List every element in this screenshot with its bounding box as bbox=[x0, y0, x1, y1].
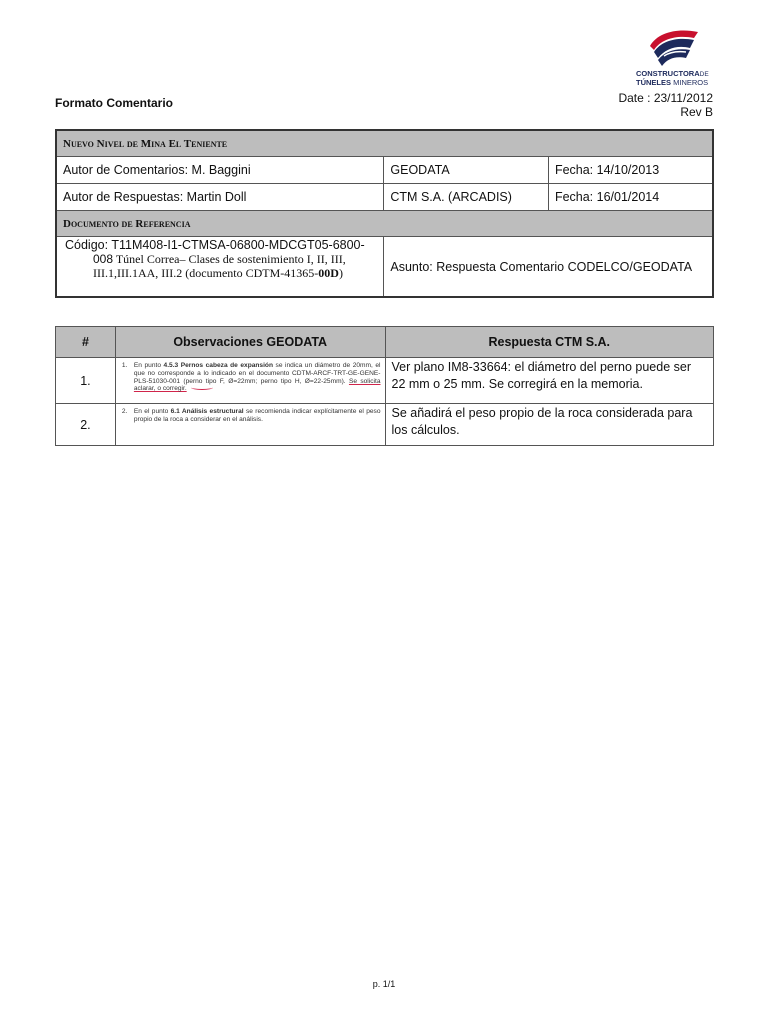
comments-table bbox=[55, 326, 714, 446]
response-date: Fecha: 16/01/2014 bbox=[548, 184, 713, 211]
subject: Asunto: Respuesta Comentario CODELCO/GEODATA bbox=[384, 237, 713, 298]
revision-label: Rev B bbox=[680, 105, 713, 119]
col-header-observations: Observaciones GEODATA bbox=[115, 327, 385, 358]
response-author: Autor de Respuestas: Martin Doll bbox=[56, 184, 384, 211]
project-heading: Nuevo Nivel de Mina El Teniente bbox=[56, 130, 713, 157]
info-row bbox=[56, 184, 713, 211]
comment-author: Autor de Comentarios: M. Baggini bbox=[56, 157, 384, 184]
observation-number: 2. bbox=[121, 408, 128, 415]
logo-swoosh-icon bbox=[644, 26, 704, 68]
date-label: Date : 23/11/2012 bbox=[618, 91, 713, 105]
company-logo bbox=[636, 26, 714, 87]
reference-desc: Túnel Correa– Clases de sostenimiento I, II, III, bbox=[115, 252, 346, 266]
reference-code-tail: 008 bbox=[93, 252, 114, 266]
date-rev-block bbox=[618, 91, 713, 119]
observation-text: En el punto 6.1 Análisis estructural se recomienda indicar explícitamente el peso propio de la roca a considerar en el análisis. bbox=[133, 408, 381, 423]
reference-line-3: III.1,III.1AA, III.2 (documento CDTM-41365-00D) bbox=[93, 266, 343, 280]
table-row bbox=[56, 404, 714, 446]
reference-line-2 bbox=[63, 252, 377, 266]
reference-document bbox=[56, 237, 384, 298]
response-text: Se añadirá el peso propio de la roca considerada para los cálculos. bbox=[385, 404, 714, 446]
observation-cell bbox=[115, 358, 385, 404]
row-number: 1. bbox=[56, 358, 116, 404]
red-pen-mark-icon bbox=[191, 385, 213, 390]
row-number: 2. bbox=[56, 404, 116, 446]
observation-number: 1. bbox=[121, 362, 128, 369]
page-number: p. 1/1 bbox=[372, 979, 396, 989]
reference-heading: Documento de Referencia bbox=[56, 211, 713, 237]
reference-code: Código: T11M408-I1-CTMSA-06800-MDCGT05-6800- bbox=[65, 238, 365, 252]
col-header-number: # bbox=[56, 327, 116, 358]
response-org: CTM S.A. (ARCADIS) bbox=[384, 184, 549, 211]
comment-date: Fecha: 14/10/2013 bbox=[548, 157, 713, 184]
observation-cell bbox=[115, 404, 385, 446]
info-row bbox=[56, 157, 713, 184]
table-row bbox=[56, 358, 714, 404]
info-table bbox=[55, 129, 714, 298]
response-text: Ver plano IM8-33664: el diámetro del perno puede ser 22 mm o 25 mm. Se corregirá en la memoria. bbox=[385, 358, 714, 404]
logo-text: CONSTRUCTORADE TÚNELES MINEROS bbox=[636, 69, 709, 87]
red-underlined-request: Se solicita aclarar, o corregir. bbox=[133, 377, 381, 393]
col-header-response: Respuesta CTM S.A. bbox=[385, 327, 714, 358]
comment-org: GEODATA bbox=[384, 157, 549, 184]
document-title: Formato Comentario bbox=[55, 96, 174, 110]
reference-row bbox=[56, 237, 713, 298]
comments-header-row bbox=[56, 327, 714, 358]
observation-text: En punto 4.5.3 Pernos cabeza de expansión se indica un diámetro de 20mm, el que no corresponde a lo indicado en el documento CDTM-ARCF-TRT-GE-GENE-PLS-51030-001 (perno tipo F, Ø=22mm; perno tipo H, Ø=22-25mm). Se solicita aclarar, o corregir. bbox=[133, 362, 381, 393]
